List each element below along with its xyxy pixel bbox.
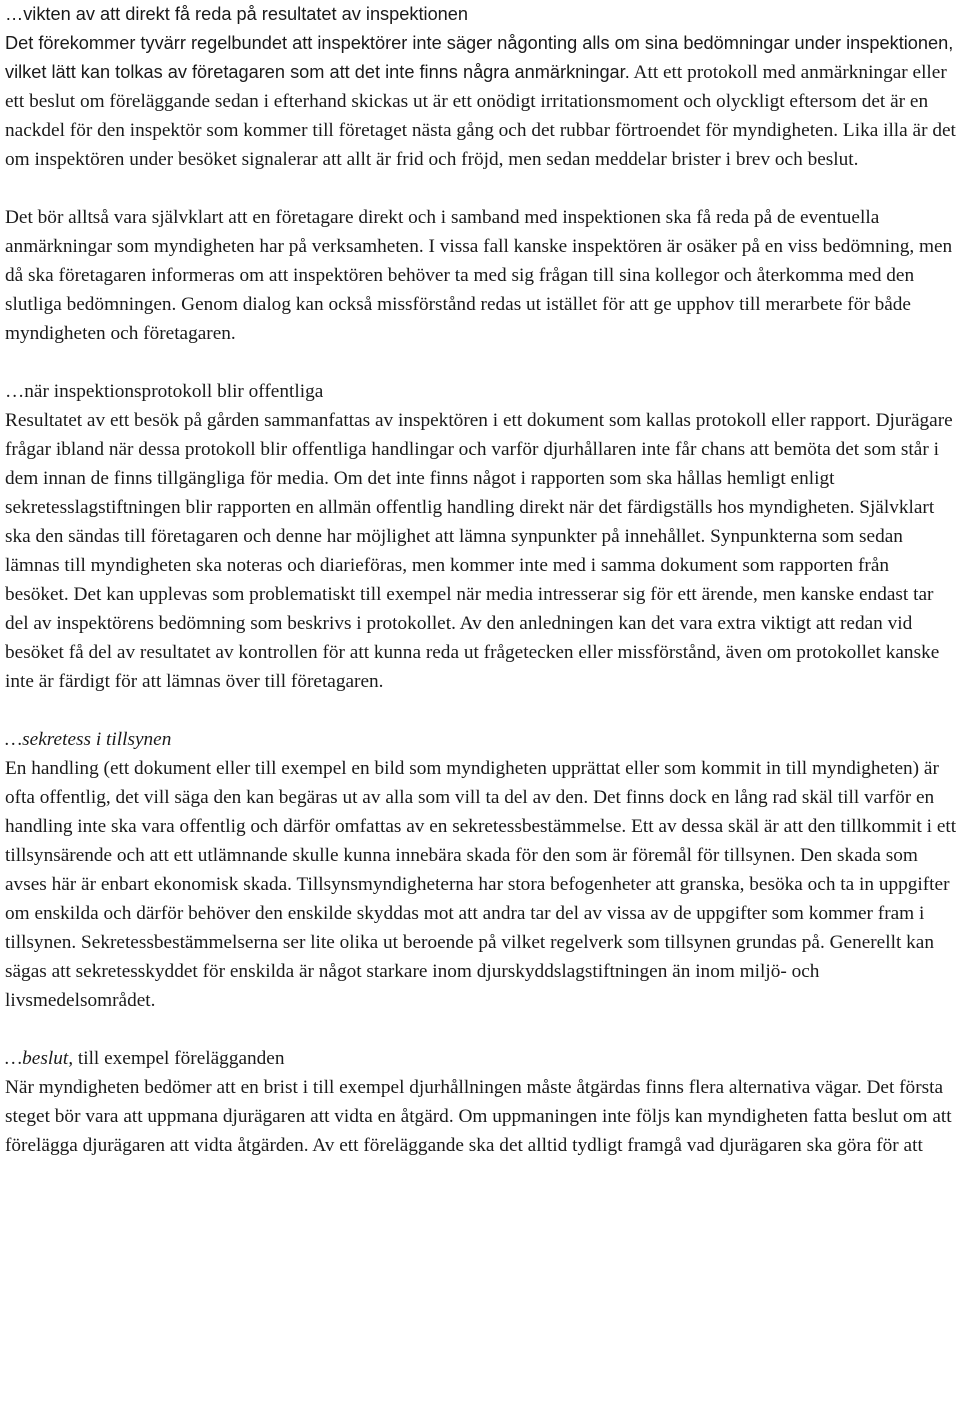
section-heading [5, 1044, 957, 1073]
paragraph-sans-part: Det förekommer tyvärr regelbundet att inspektörer inte säger någonting alls om sina bedömningar under inspektionen, vilket lätt kan tolkas av företagaren som att det inte finns några anmärkningar. [5, 33, 954, 82]
paragraph: En handling (ett dokument eller till exempel en bild som myndigheten upprättat eller som kommit in till myndigheten) är ofta offentlig, det vill säga den kan begäras ut av alla som vill ta del av den. Det finns dock en lång rad skäl till varför en handling inte ska vara offentlig och därför omfattas av en sekretessbestämmelse. Ett av dessa skäl är att den tillkommit i ett tillsynsärende och att ett utlämnande skulle kunna innebära skada för den som är föremål för tillsynen. Den skada som avses här är enbart ekonomisk skada. Tillsynsmyndigheterna har stora befogenheter att granska, besöka och ta in uppgifter om enskilda och därför behöver den enskilde skyddas mot att andra tar del av vissa av de uppgifter som kommer fram i tillsynen. Sekretessbestämmelserna ser lite olika ut beroende på vilket regelverk som tillsynen grundas på. Generellt kan sägas att sekretesskyddet för enskilda är något starkare inom djurskyddslagstiftningen än inom miljö- och livsmedelsområdet. [5, 758, 957, 1011]
section-heading: …vikten av att direkt få reda på resultatet av inspektionen [5, 4, 469, 24]
section-public-protocols [5, 377, 957, 696]
section-heading [5, 725, 957, 754]
paragraph: Resultatet av ett besök på gården sammanfattas av inspektören i ett dokument som kallas protokoll eller rapport. Djurägare frågar ibland när dessa protokoll blir offentliga handlingar och varför djurhållaren inte får chans att bemöta det som står i dem innan de finns tillgängliga för media. Om det inte finns något i rapporten som ska hållas hemligt enligt sekretesslagstiftningen blir rapporten en allmän offentlig handling direkt när det färdigställs hos myndigheten. Självklart ska den sändas till företagaren och denne har möjlighet att lämna synpunkter på innehållet. Synpunkterna som sedan lämnas till myndigheten ska noteras och diarieföras, men kommer inte med i samma dokument som rapporten från besöket. Det kan upplevas som problematiskt till exempel när media intresserar sig för ett ärende, men kanske endast tar del av inspektörens bedömning som beskrivs i protokollet. Av den anledningen kan det vara extra viktigt att redan vid besöket få del av resultatet av kontrollen för att kunna reda ut frågetecken eller missförstånd, även om protokollet kanske inte är färdigt för att lämnas över till företagaren. [5, 410, 953, 692]
section-direct-feedback [5, 203, 957, 348]
paragraph-serif-part: Att ett protokoll med anmärkningar eller ett beslut om föreläggande sedan i efterhand skickas ut är ett onödigt irritationsmoment och olyckligt eftersom det är en nackdel för den inspektör som kommer till företaget nästa gång och det rubbar förtroendet för myndigheten. Lika illa är det om inspektören under besöket signalerar att allt är frid och fröjd, men sedan meddelar brister i brev och beslut. [5, 62, 956, 170]
document-page [5, 0, 957, 1160]
section-heading-rest: till exempel förelägganden [73, 1048, 285, 1069]
paragraph-gap [5, 348, 957, 377]
section-inspection-results [5, 0, 957, 174]
paragraph: När myndigheten bedömer att en brist i till exempel djurhållningen måste åtgärdas finns flera alternativa vägar. Det första steget bör vara att uppmana djurägaren att vidta en åtgärd. Om uppmaningen inte följs kan myndigheten fatta beslut om att förelägga djurägaren att vidta åtgärden. Av ett föreläggande ska det alltid tydligt framgå vad djurägaren ska göra för att [5, 1077, 952, 1156]
section-decisions [5, 1044, 957, 1160]
section-heading-italic: …beslut, [5, 1048, 74, 1069]
paragraph: Det bör alltså vara självklart att en företagare direkt och i samband med inspektionen ska få reda på de eventuella anmärkningar som myndigheten har på verksamheten. I vissa fall kanske inspektören är osäker på en viss bedömning, men då ska företagaren informeras om att inspektören behöver ta med sig frågan till sina kollegor och återkomma med den slutliga bedömningen. Genom dialog kan också missförstånd redas ut istället för att ge upphov till merarbete för både myndigheten och företagaren. [5, 207, 953, 344]
paragraph-gap [5, 174, 957, 203]
paragraph [5, 29, 957, 174]
section-heading: …när inspektionsprotokoll blir offentliga [5, 381, 324, 402]
paragraph-gap [5, 1015, 957, 1044]
paragraph-gap [5, 696, 957, 725]
section-secrecy [5, 725, 957, 1015]
section-heading-italic: …sekretess i tillsynen [5, 729, 172, 750]
